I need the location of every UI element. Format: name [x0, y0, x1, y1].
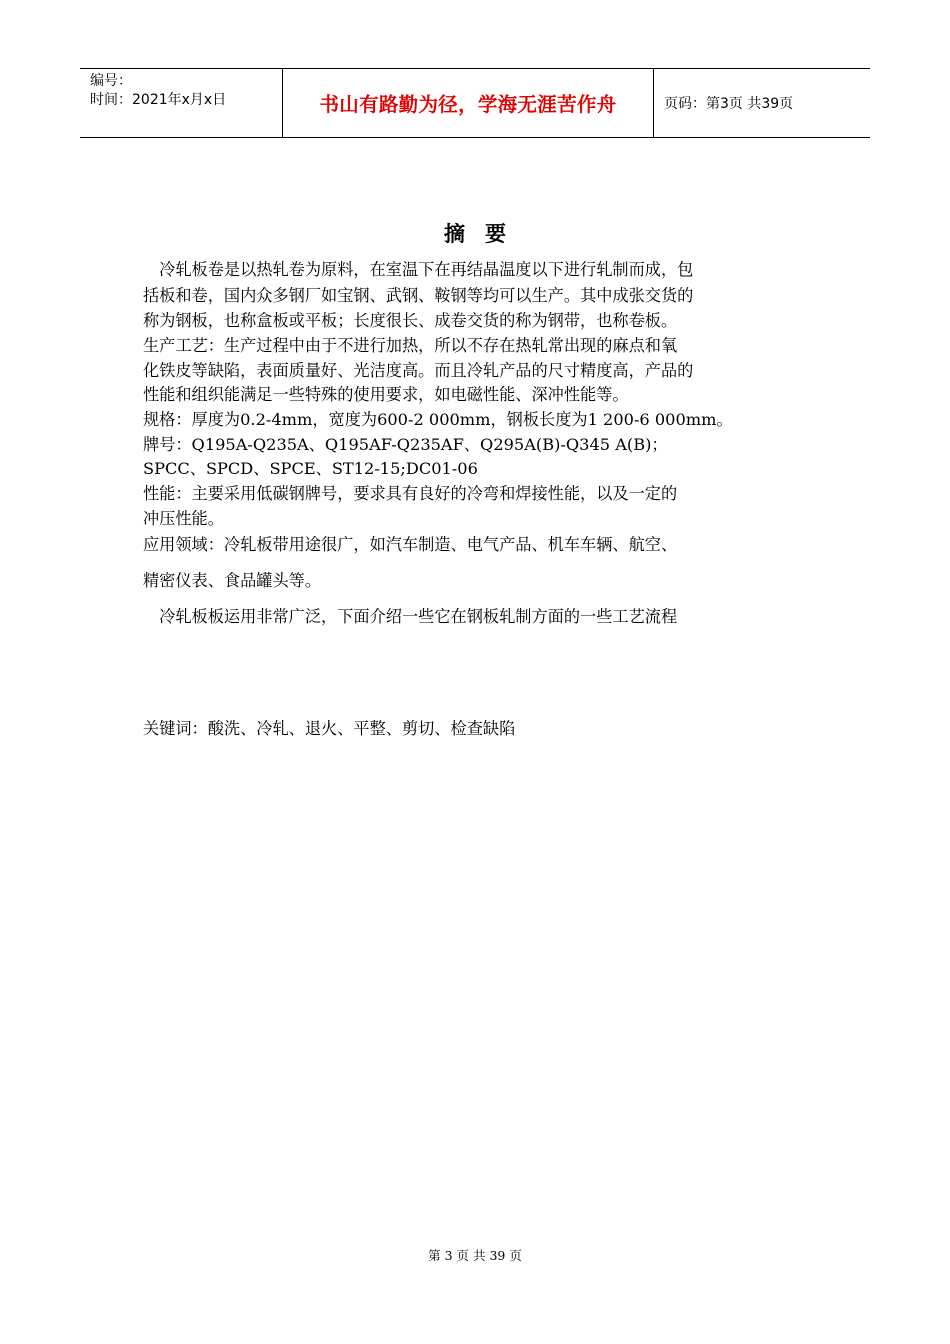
body-line: 精密仪表、食品罐头等。 — [143, 571, 322, 590]
header-motto: 书山有路勤为径，学海无涯苦作舟 — [283, 69, 654, 137]
body-line: 冷轧板卷是以热轧卷为原料，在室温下在再结晶温度以下进行轧制而成，包 — [143, 260, 694, 279]
number-label: 编号： — [90, 73, 132, 89]
body-line: 性能：主要采用低碳钢牌号，要求具有良好的冷弯和焊接性能，以及一定的 — [143, 484, 678, 503]
body-line: 生产工艺：生产过程中由于不进行加热，所以不存在热轧常出现的麻点和氧 — [143, 336, 678, 355]
header-page-info: 页码：第3页 共39页 — [664, 96, 794, 112]
document-header — [80, 68, 870, 138]
keywords-value: 酸洗、冷轧、退火、平整、剪切、检查缺陷 — [207, 719, 516, 738]
time-label: 时间：2021年x月x日 — [90, 92, 227, 108]
body-line: 称为钢板，也称盒板或平板；长度很长、成卷交货的称为钢带，也称卷板。 — [143, 311, 678, 330]
body-line: 括板和卷，国内众多钢厂如宝钢、武钢、鞍钢等均可以生产。其中成张交货的 — [143, 286, 694, 305]
body-line: 性能和组织能满足一些特殊的使用要求，如电磁性能、深冲性能等。 — [143, 385, 629, 404]
body-line: 规格：厚度为0.2-4mm，宽度为600-2 000mm，钢板长度为1 200-6 000mm。 — [143, 410, 733, 429]
page-footer: 第 3 页 共 39 页 — [428, 1248, 522, 1263]
body-line: SPCC、SPCD、SPCE、ST12-15;DC01-06 — [143, 459, 478, 478]
body-line: 应用领域：冷轧板带用途很广，如汽车制造、电气产品、机车车辆、航空、 — [143, 535, 678, 554]
body-line: 冷轧板板运用非常广泛，下面介绍一些它在钢板轧制方面的一些工艺流程 — [143, 607, 678, 626]
header-meta-cell — [80, 69, 283, 137]
page-title: 摘要 — [444, 222, 526, 246]
body-line: 牌号：Q195A-Q235A、Q195AF-Q235AF、Q295A(B)-Q345 A(B)； — [143, 435, 668, 454]
keywords-line — [143, 718, 515, 740]
body-line: 冲压性能。 — [143, 509, 224, 528]
keywords-label: 关键词： — [143, 719, 208, 738]
body-line: 化铁皮等缺陷，表面质量好、光洁度高。而且冷轧产品的尺寸精度高，产品的 — [143, 361, 694, 380]
